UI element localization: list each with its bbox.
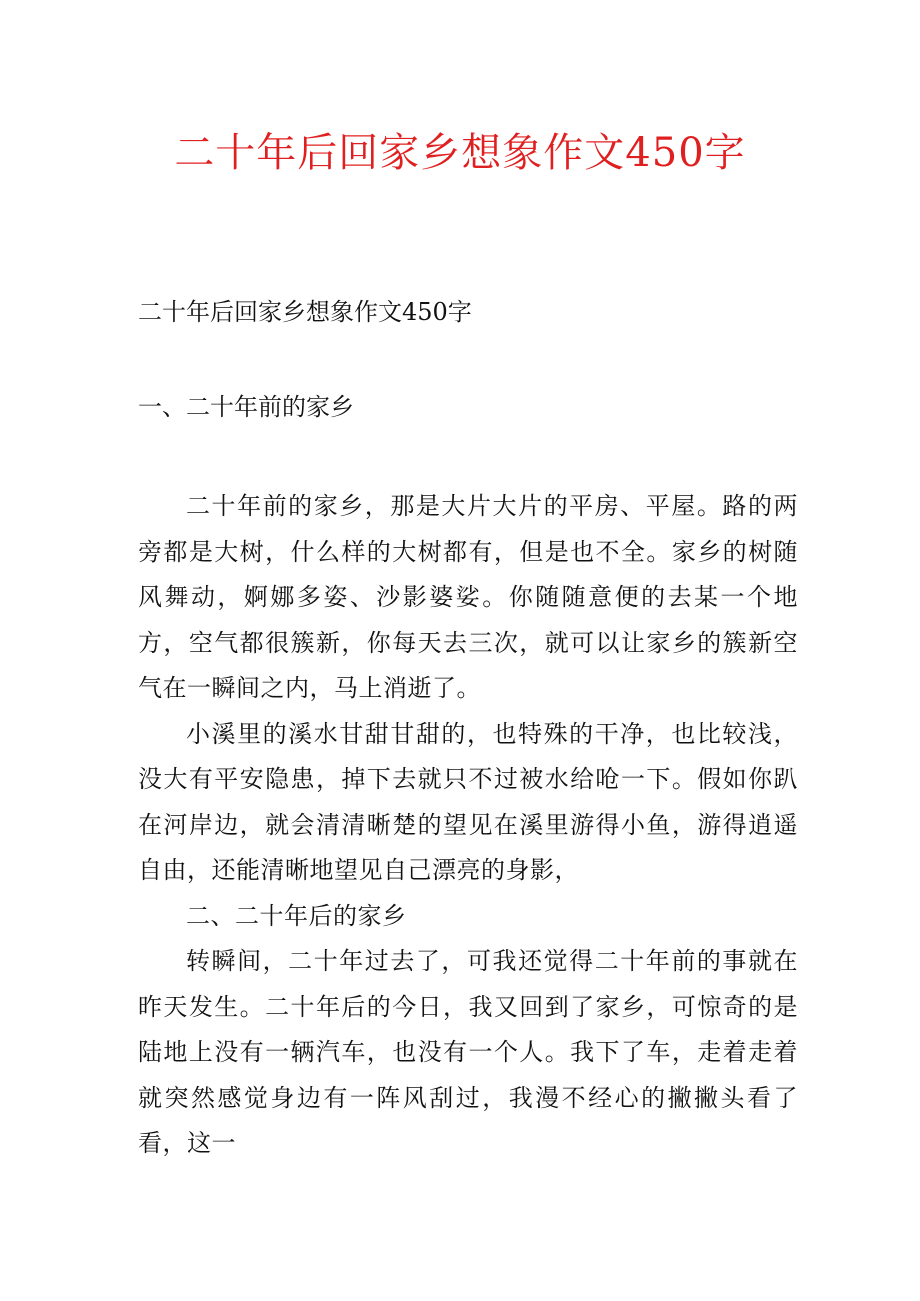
document-subtitle: 二十年后回家乡想象作文450字	[138, 298, 472, 326]
paragraph: 转瞬间，二十年过去了，可我还觉得二十年前的事就在昨天发生。二十年后的今日，我又回到了家乡，可惊奇的是陆地上没有一辆汽车，也没有一个人。我下了车，走着走着就突然感觉身边有一阵风刮过，我漫不经心的撇撇头看了看，这一	[138, 947, 798, 1157]
section-heading-2: 二、二十年后的家乡	[186, 901, 407, 930]
paragraph: 二十年前的家乡，那是大片大片的平房、平屋。路的两旁都是大树，什么样的大树都有，但是也不全。家乡的树随风舞动，婀娜多姿、沙影婆娑。你随随意便的去某一个地方，空气都很簇新，你每天去三次，就可以让家乡的簇新空气在一瞬间之内，马上消逝了。	[138, 492, 798, 702]
document-title: 二十年后回家乡想象作文450字	[174, 130, 746, 176]
document-body	[138, 484, 798, 1167]
paragraph: 小溪里的溪水甘甜甘甜的，也特殊的干净，也比较浅，没大有平安隐患，掉下去就只不过被水给呛一下。假如你趴在河岸边，就会清清晰楚的望见在溪里游得小鱼，游得逍遥自由，还能清晰地望见自己漂亮的身影，	[138, 719, 798, 884]
section-heading-1: 一、二十年前的家乡	[138, 393, 354, 421]
